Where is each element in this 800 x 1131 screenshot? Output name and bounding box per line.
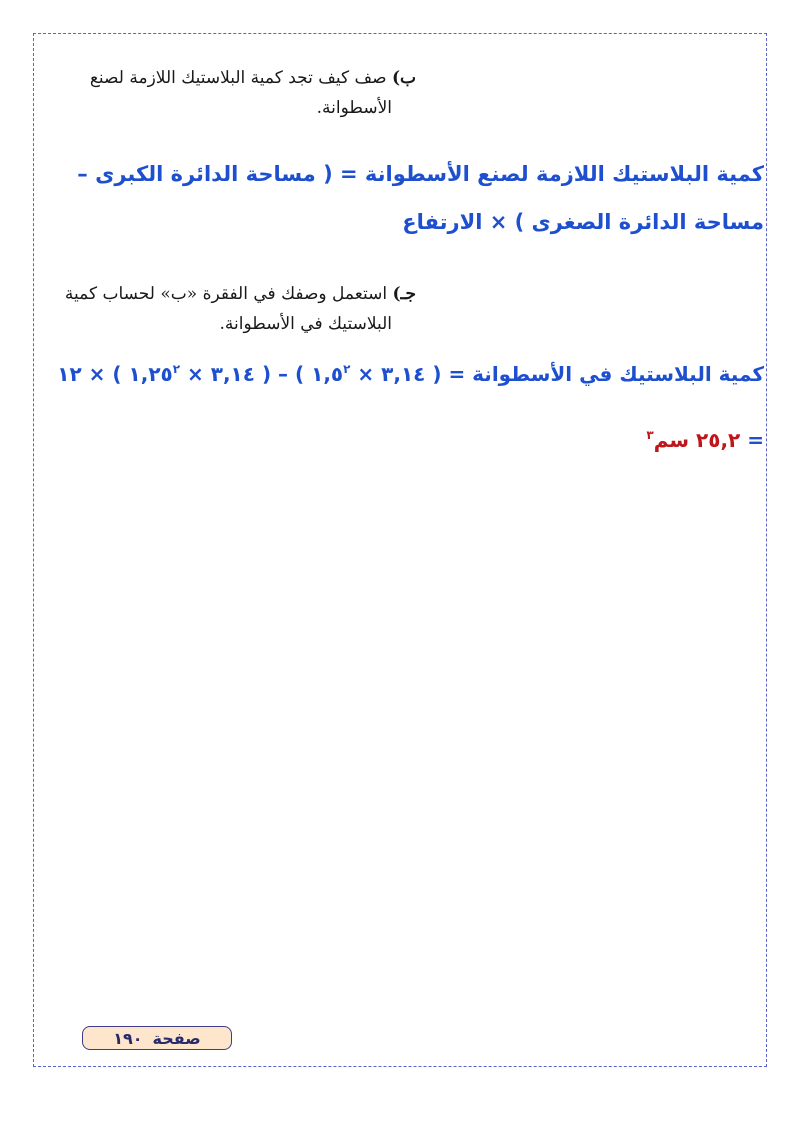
result-equals: = — [747, 428, 764, 452]
outer-area-term — [311, 362, 425, 386]
page-number-badge — [82, 1026, 232, 1050]
bracket-open-2: ( — [261, 362, 272, 386]
question-c-line1: استعمل وصفك في الفقرة «ب» لحساب كمية — [64, 284, 388, 304]
inner-area-value: ٣,١٤ × ١,٢٥ — [128, 362, 255, 386]
inner-radius-exponent: ٢ — [172, 362, 181, 376]
question-c-line2: البلاستيك في الأسطوانة. — [219, 314, 392, 334]
answer-c-label: كمية البلاستيك في الأسطوانة = — [448, 362, 764, 386]
question-b — [56, 63, 416, 123]
question-b-line2: الأسطوانة. — [316, 98, 392, 118]
bracket-open-1: ( — [432, 362, 442, 386]
answer-b: كمية البلاستيك اللازمة لصنع الأسطوانة = ( مساحة الدائرة الكبرى – مساحة الدائرة الصغرى ) × الارتفاع — [77, 162, 764, 234]
result-value: ٢٥,٢ سم — [653, 428, 741, 452]
page-word: صفحة — [152, 1028, 201, 1048]
page-number: ١٩٠ — [113, 1028, 143, 1048]
inner-area-term — [129, 362, 255, 386]
answer-c-calculation — [57, 362, 764, 386]
result-unit-exponent: ٣ — [646, 428, 654, 442]
outer-radius-exponent: ٢ — [343, 362, 351, 376]
minus-sign: – — [278, 362, 289, 386]
question-c — [56, 279, 416, 339]
bracket-close-2: ) — [112, 362, 122, 386]
bracket-close-1: ) — [295, 362, 305, 386]
answer-c-result — [646, 428, 764, 452]
question-c-letter: جـ) — [392, 284, 416, 304]
question-b-line1: صف كيف تجد كمية البلاستيك اللازمة لصنع — [89, 68, 387, 88]
height-multiplier: × ١٢ — [57, 362, 106, 386]
question-b-letter: ب) — [391, 68, 416, 88]
outer-area-value: ٣,١٤ × ١,٥ — [311, 362, 426, 386]
